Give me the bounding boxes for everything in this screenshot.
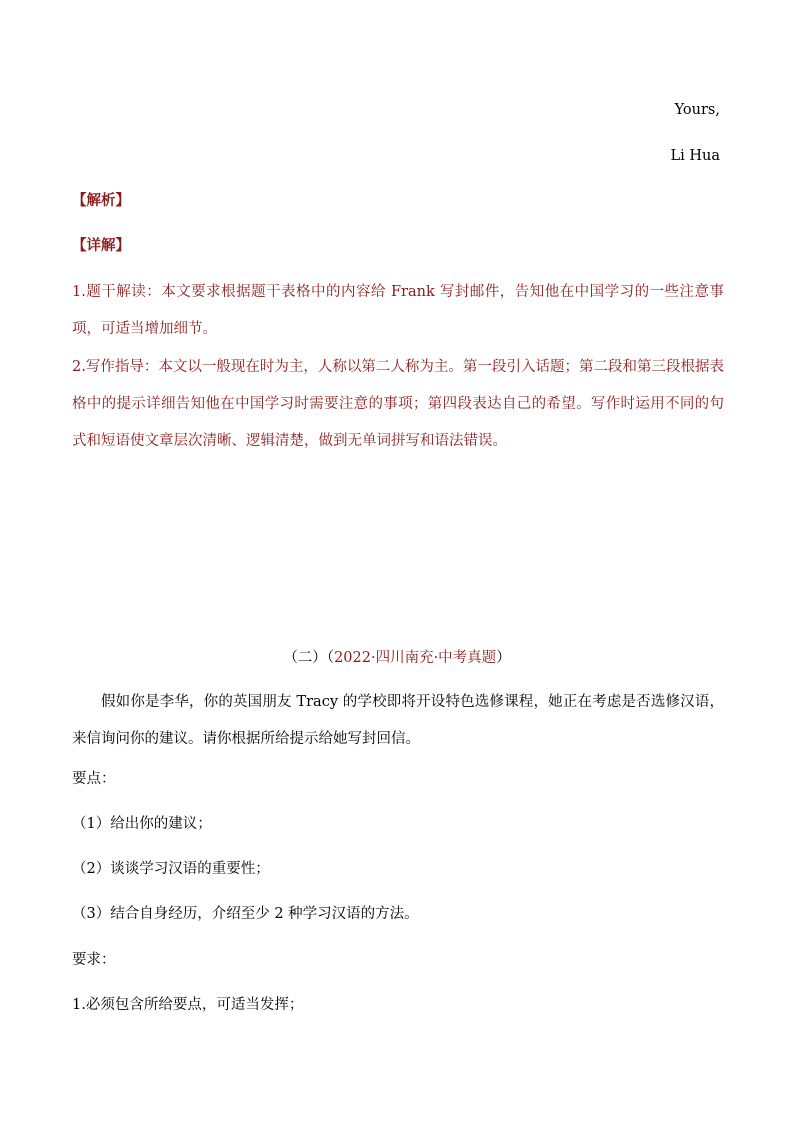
section-heading: [0, 648, 794, 668]
analysis-point-1: 1.题干解读：本文要求根据题干表格中的内容给 Frank 写封邮件，告知他在中国学习的一些注意事项，可适当增加细节。: [72, 284, 724, 337]
point-item: （2）谈谈学习汉语的重要性；: [72, 861, 270, 877]
section-heading-suffix: ）: [496, 650, 511, 666]
task-intro: 假如你是李华，你的英国朋友 Tracy 的学校即将开设特色选修课程，她正在考虑是否选修汉语，来信询问你的建议。请你根据所给提示给她写封回信。: [72, 694, 724, 747]
requirements-label: 要求：: [72, 952, 116, 968]
point-item: （1）给出你的建议；: [72, 816, 212, 832]
requirement-item: 1.必须包含所给要点，可适当发挥；: [72, 997, 304, 1013]
detail-title: 【详解】: [72, 237, 130, 254]
point-item: （3）结合自身经历，介绍至少 2 种学习汉语的方法。: [72, 906, 419, 922]
points-label: 要点：: [72, 771, 116, 787]
closing-name: Li Hua: [670, 148, 720, 164]
analysis-point-2: 2.写作指导：本文以一般现在时为主，人称以第二人称为主。第一段引入话题；第二段和第三段根据表格中的提示详细告知他在中国学习时需要注意的事项；第四段表达自己的希望。写作时运用不同的句式和短语使文章层次清晰、逻辑清楚，做到无单词拼写和语法错误。: [72, 359, 724, 449]
closing-yours: Yours,: [674, 102, 720, 118]
section-heading-prefix: （二）（: [283, 650, 335, 666]
section-heading-source: 2022·四川南充·中考真题: [334, 650, 497, 666]
analysis-title: 【解析】: [72, 192, 130, 209]
